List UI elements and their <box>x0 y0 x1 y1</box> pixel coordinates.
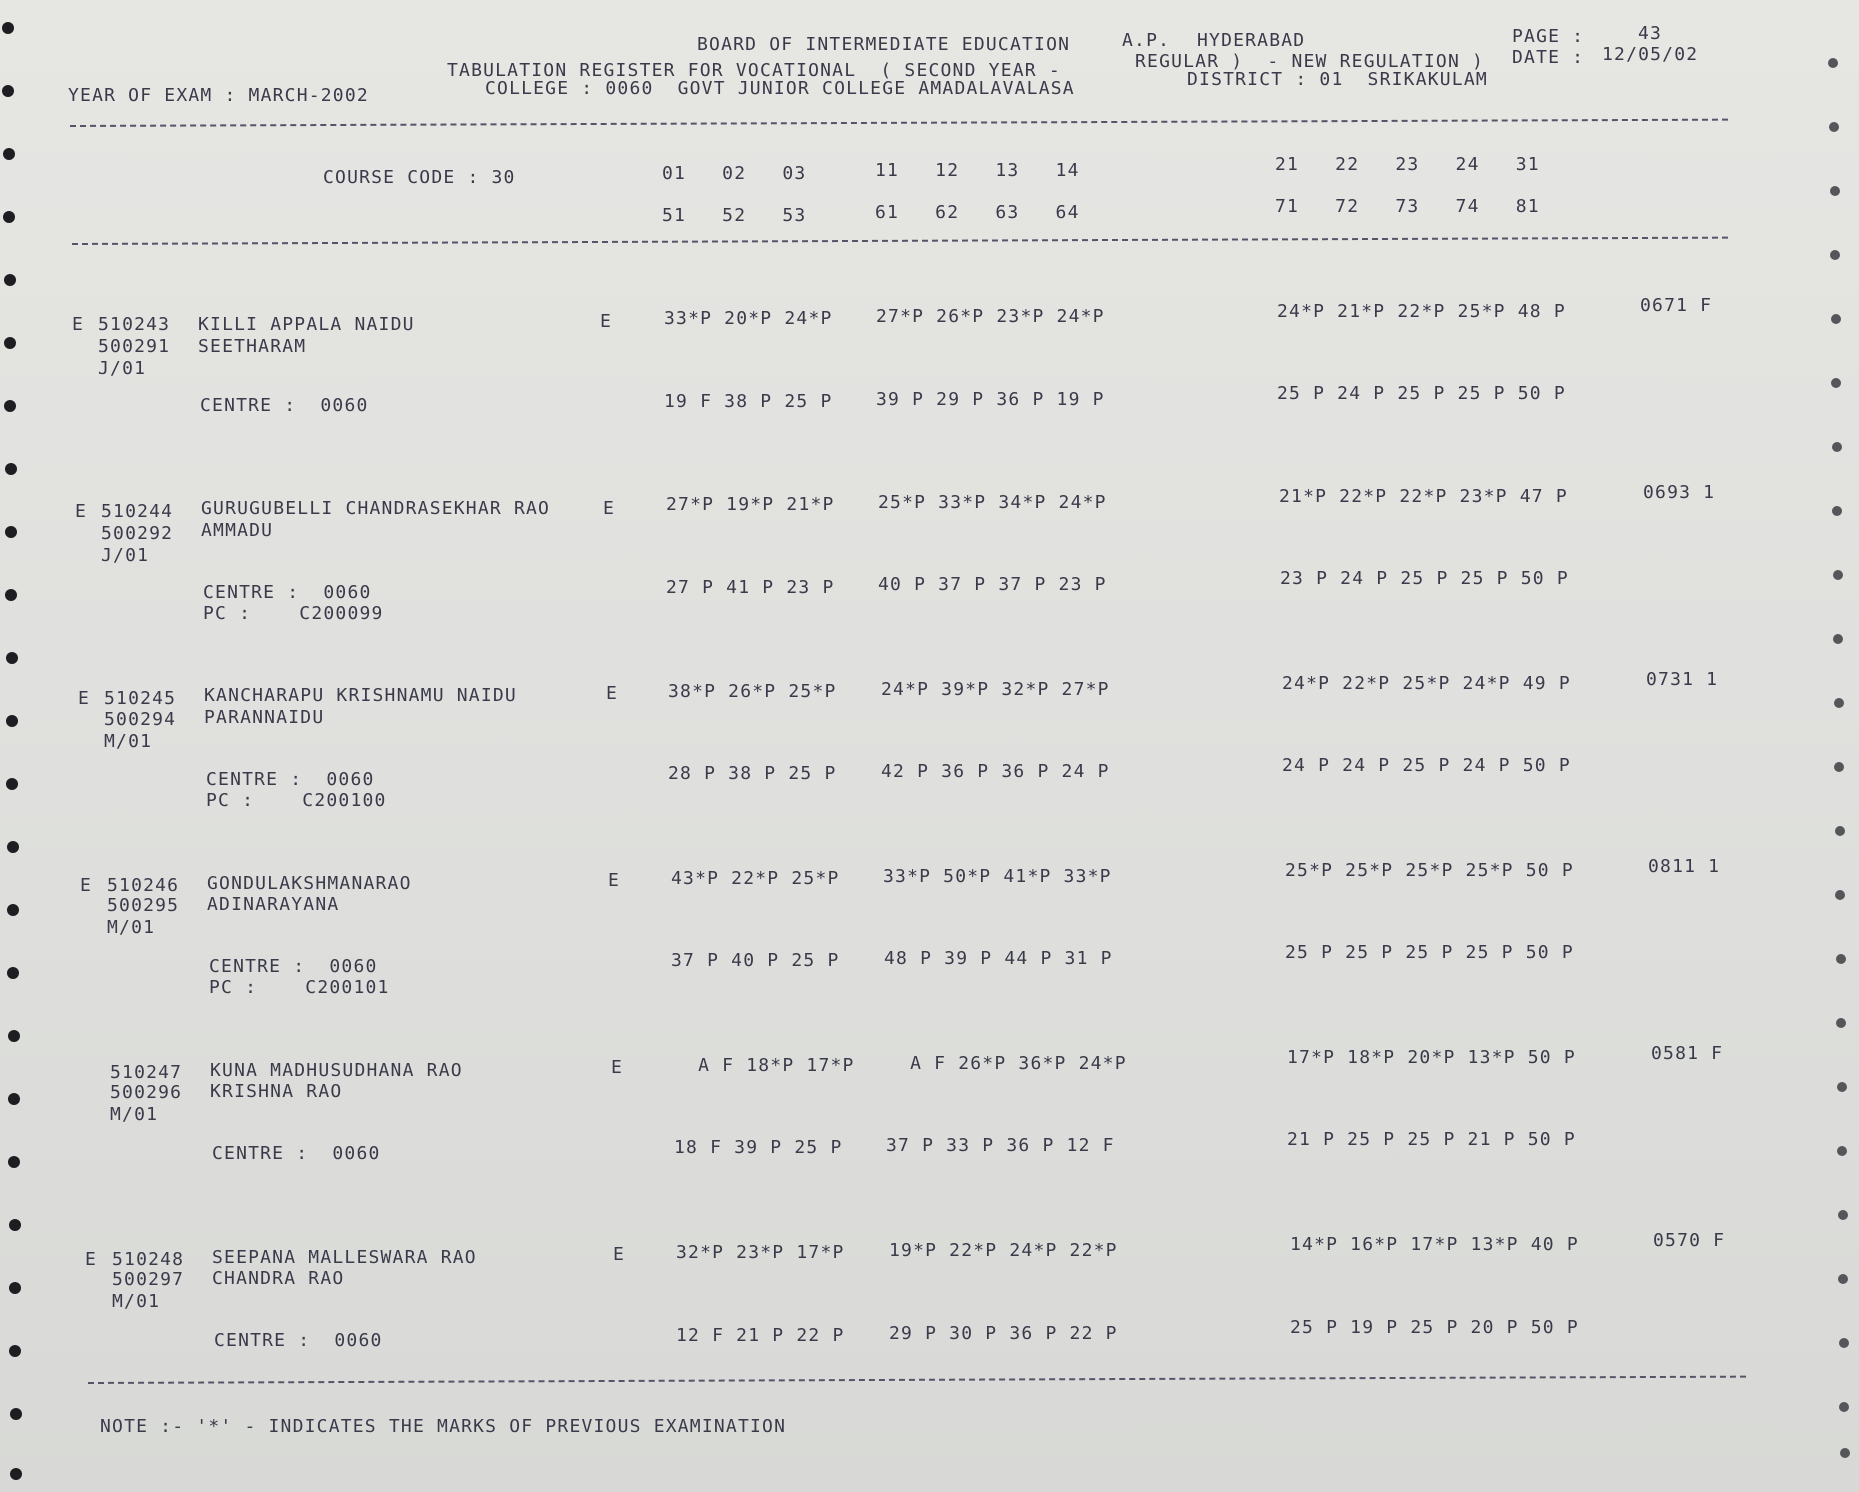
date-label: DATE : <box>1512 47 1585 68</box>
marks-group-2b: 40 P 37 P 37 P 23 P <box>878 574 1107 595</box>
marks-group-1: 32*P 23*P 17*P <box>676 1242 845 1263</box>
code-group-1b: 51 52 53 <box>662 205 807 226</box>
pc-code: PC : C200099 <box>203 603 384 624</box>
register-title: TABULATION REGISTER FOR VOCATIONAL ( SECOND YEAR - <box>447 60 1061 81</box>
student-record <box>0 856 1859 1033</box>
feed-hole <box>2 22 14 34</box>
report-date: 12/05/02 <box>1602 44 1699 65</box>
student-name: KILLI APPALA NAIDU <box>198 314 415 335</box>
marks-group-2: 33*P 50*P 41*P 33*P <box>883 866 1112 887</box>
group-code: J/01 <box>101 545 150 566</box>
marks-group-1b: 28 P 38 P 25 P <box>668 763 837 784</box>
marks-group-1b: 19 F 38 P 25 P <box>664 391 833 412</box>
code-group-1: 01 02 03 <box>662 163 807 184</box>
marks-group-2: 19*P 22*P 24*P 22*P <box>889 1240 1118 1261</box>
feed-hole <box>1830 186 1840 196</box>
marks-group-2b: 37 P 33 P 36 P 12 F <box>886 1135 1115 1156</box>
group-code: M/01 <box>110 1104 159 1125</box>
pc-code: PC : C200100 <box>206 790 387 811</box>
regulation-label: REGULAR ) - NEW REGULATION ) <box>1135 51 1485 72</box>
record-prefix: E <box>85 1249 98 1270</box>
marks-group-3: 14*P 16*P 17*P 13*P 40 P <box>1290 1234 1579 1255</box>
marks-group-3: 24*P 21*P 22*P 25*P 48 P <box>1277 301 1566 322</box>
marks-group-3: 24*P 22*P 25*P 24*P 49 P <box>1282 673 1571 694</box>
year-of-exam: YEAR OF EXAM : MARCH-2002 <box>68 85 369 106</box>
group-code: M/01 <box>104 731 153 752</box>
centre: CENTRE : 0060 <box>203 582 372 603</box>
student-record <box>0 482 1859 659</box>
feed-hole <box>10 1408 22 1420</box>
father-name: SEETHARAM <box>198 336 307 357</box>
feed-hole <box>1829 122 1839 132</box>
feed-hole <box>3 211 15 223</box>
marks-group-3b: 21 P 25 P 25 P 21 P 50 P <box>1287 1129 1576 1150</box>
record-prefix: E <box>72 314 85 335</box>
father-name: ADINARAYANA <box>207 894 340 915</box>
student-record <box>0 295 1859 472</box>
marks-group-3b: 24 P 24 P 25 P 24 P 50 P <box>1282 755 1571 776</box>
code-group-2: 11 12 13 14 <box>875 160 1080 181</box>
marks-group-2b: 29 P 30 P 36 P 22 P <box>889 1323 1118 1344</box>
record-prefix: E <box>78 688 91 709</box>
marks-group-3: 17*P 18*P 20*P 13*P 50 P <box>1287 1047 1576 1068</box>
total-result: 0693 1 <box>1643 482 1716 503</box>
page-number: 43 <box>1638 23 1663 44</box>
student-code: 500295 <box>107 895 180 916</box>
feed-hole <box>4 274 16 286</box>
feed-hole <box>2 85 14 97</box>
student-code: 500296 <box>110 1082 183 1103</box>
medium: E <box>603 498 616 519</box>
district-line: DISTRICT : 01 SRIKAKULAM <box>1187 69 1488 90</box>
pc-code: PC : C200101 <box>209 977 390 998</box>
medium: E <box>611 1057 624 1078</box>
medium: E <box>613 1244 626 1265</box>
code-group-2b: 61 62 63 64 <box>875 202 1080 223</box>
group-code: J/01 <box>98 358 147 379</box>
hall-ticket-number: 510247 <box>110 1062 183 1083</box>
hall-ticket-number: 510248 <box>112 1249 185 1270</box>
father-name: AMMADU <box>201 520 274 541</box>
marks-group-3b: 23 P 24 P 25 P 25 P 50 P <box>1280 568 1569 589</box>
hall-ticket-number: 510246 <box>107 875 180 896</box>
marks-group-2b: 39 P 29 P 36 P 19 P <box>876 389 1105 410</box>
total-result: 0570 F <box>1653 1230 1726 1251</box>
medium: E <box>606 683 619 704</box>
code-group-3b: 71 72 73 74 81 <box>1275 196 1540 217</box>
marks-group-3b: 25 P 24 P 25 P 25 P 50 P <box>1277 383 1566 404</box>
feed-hole <box>10 1468 22 1480</box>
marks-group-1b: 12 F 21 P 22 P <box>676 1325 845 1346</box>
student-code: 500297 <box>112 1269 185 1290</box>
separator-line <box>72 237 1728 245</box>
feed-hole <box>1828 58 1838 68</box>
marks-group-1: 38*P 26*P 25*P <box>668 681 837 702</box>
student-record <box>0 1043 1859 1220</box>
hall-ticket-number: 510244 <box>101 501 174 522</box>
marks-group-1b: 37 P 40 P 25 P <box>671 950 840 971</box>
separator-line <box>70 119 1728 127</box>
student-code: 500292 <box>101 523 174 544</box>
marks-group-3b: 25 P 19 P 25 P 20 P 50 P <box>1290 1317 1579 1338</box>
total-result: 0811 1 <box>1648 856 1721 877</box>
marks-group-2: 27*P 26*P 23*P 24*P <box>876 306 1105 327</box>
record-prefix: E <box>80 875 93 896</box>
hall-ticket-number: 510243 <box>98 314 171 335</box>
marks-group-3: 25*P 25*P 25*P 25*P 50 P <box>1285 860 1574 881</box>
marks-group-2b: 42 P 36 P 36 P 24 P <box>881 761 1110 782</box>
marks-group-1b: 18 F 39 P 25 P <box>674 1137 843 1158</box>
college-line: COLLEGE : 0060 GOVT JUNIOR COLLEGE AMADALAVALASA <box>485 78 1075 99</box>
total-result: 0581 F <box>1651 1043 1724 1064</box>
student-name: GONDULAKSHMANARAO <box>207 873 412 894</box>
centre: CENTRE : 0060 <box>212 1143 381 1164</box>
total-result: 0671 F <box>1640 295 1713 316</box>
marks-group-1: A F 18*P 17*P <box>674 1055 855 1076</box>
marks-group-2b: 48 P 39 P 44 P 31 P <box>884 948 1113 969</box>
footnote: NOTE :- '*' - INDICATES THE MARKS OF PREVIOUS EXAMINATION <box>100 1416 787 1437</box>
group-code: M/01 <box>107 917 156 938</box>
medium: E <box>600 311 613 332</box>
marks-group-1b: 27 P 41 P 23 P <box>666 577 835 598</box>
feed-hole <box>1830 250 1840 260</box>
feed-hole <box>9 1219 21 1231</box>
student-name: KANCHARAPU KRISHNAMU NAIDU <box>204 685 517 706</box>
marks-group-3b: 25 P 25 P 25 P 25 P 50 P <box>1285 942 1574 963</box>
father-name: CHANDRA RAO <box>212 1268 345 1289</box>
code-group-3: 21 22 23 24 31 <box>1275 154 1540 175</box>
medium: E <box>608 870 621 891</box>
centre: CENTRE : 0060 <box>200 395 369 416</box>
student-code: 500291 <box>98 336 171 357</box>
marks-group-3: 21*P 22*P 22*P 23*P 47 P <box>1279 486 1568 507</box>
page-label: PAGE : <box>1512 26 1585 47</box>
centre: CENTRE : 0060 <box>214 1330 383 1351</box>
group-code: M/01 <box>112 1291 161 1312</box>
marks-group-2: 25*P 33*P 34*P 24*P <box>878 492 1107 513</box>
centre: CENTRE : 0060 <box>209 956 378 977</box>
record-prefix: E <box>75 501 88 522</box>
student-name: SEEPANA MALLESWARA RAO <box>212 1247 477 1268</box>
feed-hole <box>1840 1448 1850 1458</box>
state-label: A.P. <box>1122 30 1171 51</box>
marks-group-2: 24*P 39*P 32*P 27*P <box>881 679 1110 700</box>
marks-group-1: 43*P 22*P 25*P <box>671 868 840 889</box>
student-code: 500294 <box>104 709 177 730</box>
student-name: GURUGUBELLI CHANDRASEKHAR RAO <box>201 498 551 519</box>
course-code: COURSE CODE : 30 <box>323 167 516 188</box>
centre: CENTRE : 0060 <box>206 769 375 790</box>
board-name: BOARD OF INTERMEDIATE EDUCATION <box>697 34 1071 55</box>
marks-group-1: 27*P 19*P 21*P <box>666 494 835 515</box>
hall-ticket-number: 510245 <box>104 688 177 709</box>
student-name: KUNA MADHUSUDHANA RAO <box>210 1060 463 1081</box>
marks-group-2: A F 26*P 36*P 24*P <box>886 1053 1127 1074</box>
father-name: PARANNAIDU <box>204 707 325 728</box>
feed-hole <box>3 148 15 160</box>
father-name: KRISHNA RAO <box>210 1081 343 1102</box>
student-record <box>0 669 1859 846</box>
marks-group-1: 33*P 20*P 24*P <box>664 308 833 329</box>
total-result: 0731 1 <box>1646 669 1719 690</box>
city-label: HYDERABAD <box>1197 30 1306 51</box>
